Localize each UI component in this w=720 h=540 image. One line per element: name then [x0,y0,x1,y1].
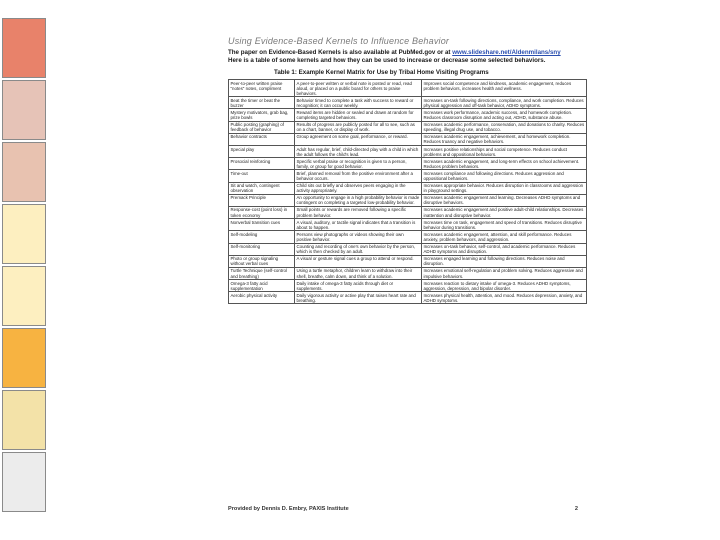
table-row [229,255,587,267]
kernel-cell: Mystery motivators, grab bag, prize bowls [229,109,295,121]
outcomes-cell: Increases work performance, academic success, and homework completion. Reduces classroom disruption and acting out, ADHD, substance abuse. [422,109,587,121]
table-row [229,121,587,133]
description-cell: A peer-to-peer written or verbal note is posted or read, read aloud, or placed on a public board for others to praise behaviors. [295,80,422,97]
description-cell: A visual or gesture signal cues a group to attend or respond. [295,255,422,267]
kernel-cell: Peer-to-peer written praise "notes" notes, compliment [229,80,295,97]
table-row [229,231,587,243]
kernel-cell: Behavior contracts [229,133,295,145]
description-cell: An opportunity to engage in a high probability behavior is made contingent on completing a targeted low-probability behavior. [295,194,422,206]
kernel-cell: Premack Principle [229,194,295,206]
description-cell: Small points or rewards are removed following a specific problem behavior. [295,206,422,218]
table-row [229,80,587,97]
outcomes-cell: Increases on-task following directions, compliance, and work completion. Reduces physical aggression and off-task behavior, ADHD symptoms. [422,97,587,109]
swatch-orange [2,328,46,388]
table-row [229,292,587,304]
swatch-light-gray [2,452,46,512]
page-number: 2 [574,506,578,512]
description-cell: Adult has regular, brief, child-directed play with a child in which the adult follows the child's lead. [295,146,422,158]
description-cell: Daily intake of omega-3 fatty acids through diet or supplements. [295,280,422,292]
kernel-cell: Nonverbal transition cues [229,219,295,231]
description-cell: Persons view photographs or videos showing their own positive behavior. [295,231,422,243]
outcomes-cell: Increases academic engagement and learning. Decreases ADHD symptoms and disruptive behaviors. [422,194,587,206]
outcomes-cell: Increases academic performance, conservation, and donations to charity. Reduces speeding, illegal drug use, and tobacco. [422,121,587,133]
outcomes-cell: Increases compliance and following directions. Reduces aggression and oppositional behaviors. [422,170,587,182]
description-cell: Using a turtle metaphor, children learn to withdraw into their shell, breathe, calm down, and think of a solution. [295,267,422,279]
intro-line1: The paper on Evidence-Based Kernels is also available at PubMed.gov or at [228,49,453,56]
intro-link[interactable]: www.slideshare.net/Aldenmilans/sny [452,49,561,56]
swatch-column [0,0,48,540]
table-row [229,170,587,182]
table-row [229,206,587,218]
kernel-cell: Time-out [229,170,295,182]
swatch-cream [2,390,46,450]
table-row [229,97,587,109]
description-cell: Results of progress are publicly posted for all to see, such as on a chart, banner, or display of work. [295,121,422,133]
table-row [229,267,587,279]
outcomes-cell: Increases on-task behavior, self-control, and academic performance. Reduces ADHD symptoms and disruption. [422,243,587,255]
outcomes-cell: Improves social competence and kindness, academic engagement, reduces problem behaviors, increases health and wellness. [422,80,587,97]
description-cell: Behavior timed to complete a task with success to reward or recognition; it can occur weekly. [295,97,422,109]
footer-credit: Provided by Dennis D. Embry, PAXIS Institute [228,506,349,512]
outcomes-cell: Increases appropriate behavior. Reduces disruption in classrooms and aggression in playground settings. [422,182,587,194]
table-row [229,133,587,145]
outcomes-cell: Increases reaction to dietary intake of omega-3. Reduces ADHD symptoms, aggression, depression, and bipolar disorder. [422,280,587,292]
outcomes-cell: Increases positive relationships and social competence. Reduces conduct problems and oppositional behaviors. [422,146,587,158]
swatch-pale-rose [2,80,46,140]
kernel-cell: Self-monitoring [229,243,295,255]
kernel-cell: Public posting (graphing) of feedback of behavior [229,121,295,133]
description-cell: Brief, planned removal from the positive environment after a behavior occurs. [295,170,422,182]
description-cell: Counting and recording of one's own behavior by the person, which is then checked by an adult. [295,243,422,255]
swatch-pale-yellow-2 [2,266,46,326]
outcomes-cell: Increases time on task, engagement and speed of transitions. Reduces disruptive behavior during transitions. [422,219,587,231]
swatch-dusty-rose [2,142,46,202]
table-row [229,219,587,231]
table-row [229,194,587,206]
table-row [229,182,587,194]
table-row [229,243,587,255]
description-cell: Daily vigorous activity or active play that raises heart rate and breathing. [295,292,422,304]
table-row [229,146,587,158]
kernel-cell: Self-modeling [229,231,295,243]
outcomes-cell: Increases academic engagement and positive adult-child relationships. Decreases inattention and disruptive behavior. [422,206,587,218]
outcomes-cell: Increases physical health, attention, and mood. Reduces depression, anxiety, and ADHD symptoms. [422,292,587,304]
outcomes-cell: Increases academic engagement, attention, and skill performance. Reduces anxiety, problem behaviors, and aggression. [422,231,587,243]
outcomes-cell: Increases academic engagement, and long-term effects on school achievement. Reduces problem behaviors. [422,158,587,170]
kernel-cell: Photo or group signaling without verbal cues [229,255,295,267]
kernel-cell: Prosocial reinforcing [229,158,295,170]
table-row [229,158,587,170]
kernel-matrix-table [228,79,587,304]
intro-line2: Here is a table of some kernels and how they can be used to increase or decrease some selected behaviors. [228,57,546,64]
outcomes-cell: Increases academic engagement, achievement, and homework completion. Reduces truancy and negative behaviors. [422,133,587,145]
document-page [228,36,588,516]
kernel-cell: Aerobic physical activity [229,292,295,304]
outcomes-cell: Increases engaged learning and following directions. Reduces noise and disruption. [422,255,587,267]
kernel-cell: Turtle Technique (self-control and breathing) [229,267,295,279]
description-cell: Group agreement on some goal, performance, or reward. [295,133,422,145]
intro-text [228,49,580,65]
description-cell: Specific verbal praise or recognition is given to a person, family, or group for good behavior. [295,158,422,170]
kernel-cell: Omega-3 fatty acid supplementation [229,280,295,292]
kernel-cell: Beat the timer or beat the buzzer [229,97,295,109]
kernel-cell: Special play [229,146,295,158]
description-cell: A visual, auditory, or tactile signal indicates that a transition is about to happen. [295,219,422,231]
swatch-pale-yellow-1 [2,204,46,264]
document-title: Using Evidence-Based Kernels to Influence Behavior [228,36,450,46]
description-cell: Child sits out briefly and observes peers engaging in the activity appropriately. [295,182,422,194]
table-caption: Table 1: Example Kernel Matrix for Use by Tribal Home Visiting Programs [274,69,489,76]
kernel-cell: Response-cost (point loss) in token economy [229,206,295,218]
description-cell: Reward items are hidden or sealed and drawn at random for completing targeted behaviors. [295,109,422,121]
outcomes-cell: Increases emotional self-regulation and problem solving. Reduces aggressive and impulsive behaviors. [422,267,587,279]
swatch-coral [2,18,46,78]
table-row [229,280,587,292]
kernel-cell: Sit and watch, contingent observation [229,182,295,194]
document-footer [228,506,578,512]
table-row [229,109,587,121]
